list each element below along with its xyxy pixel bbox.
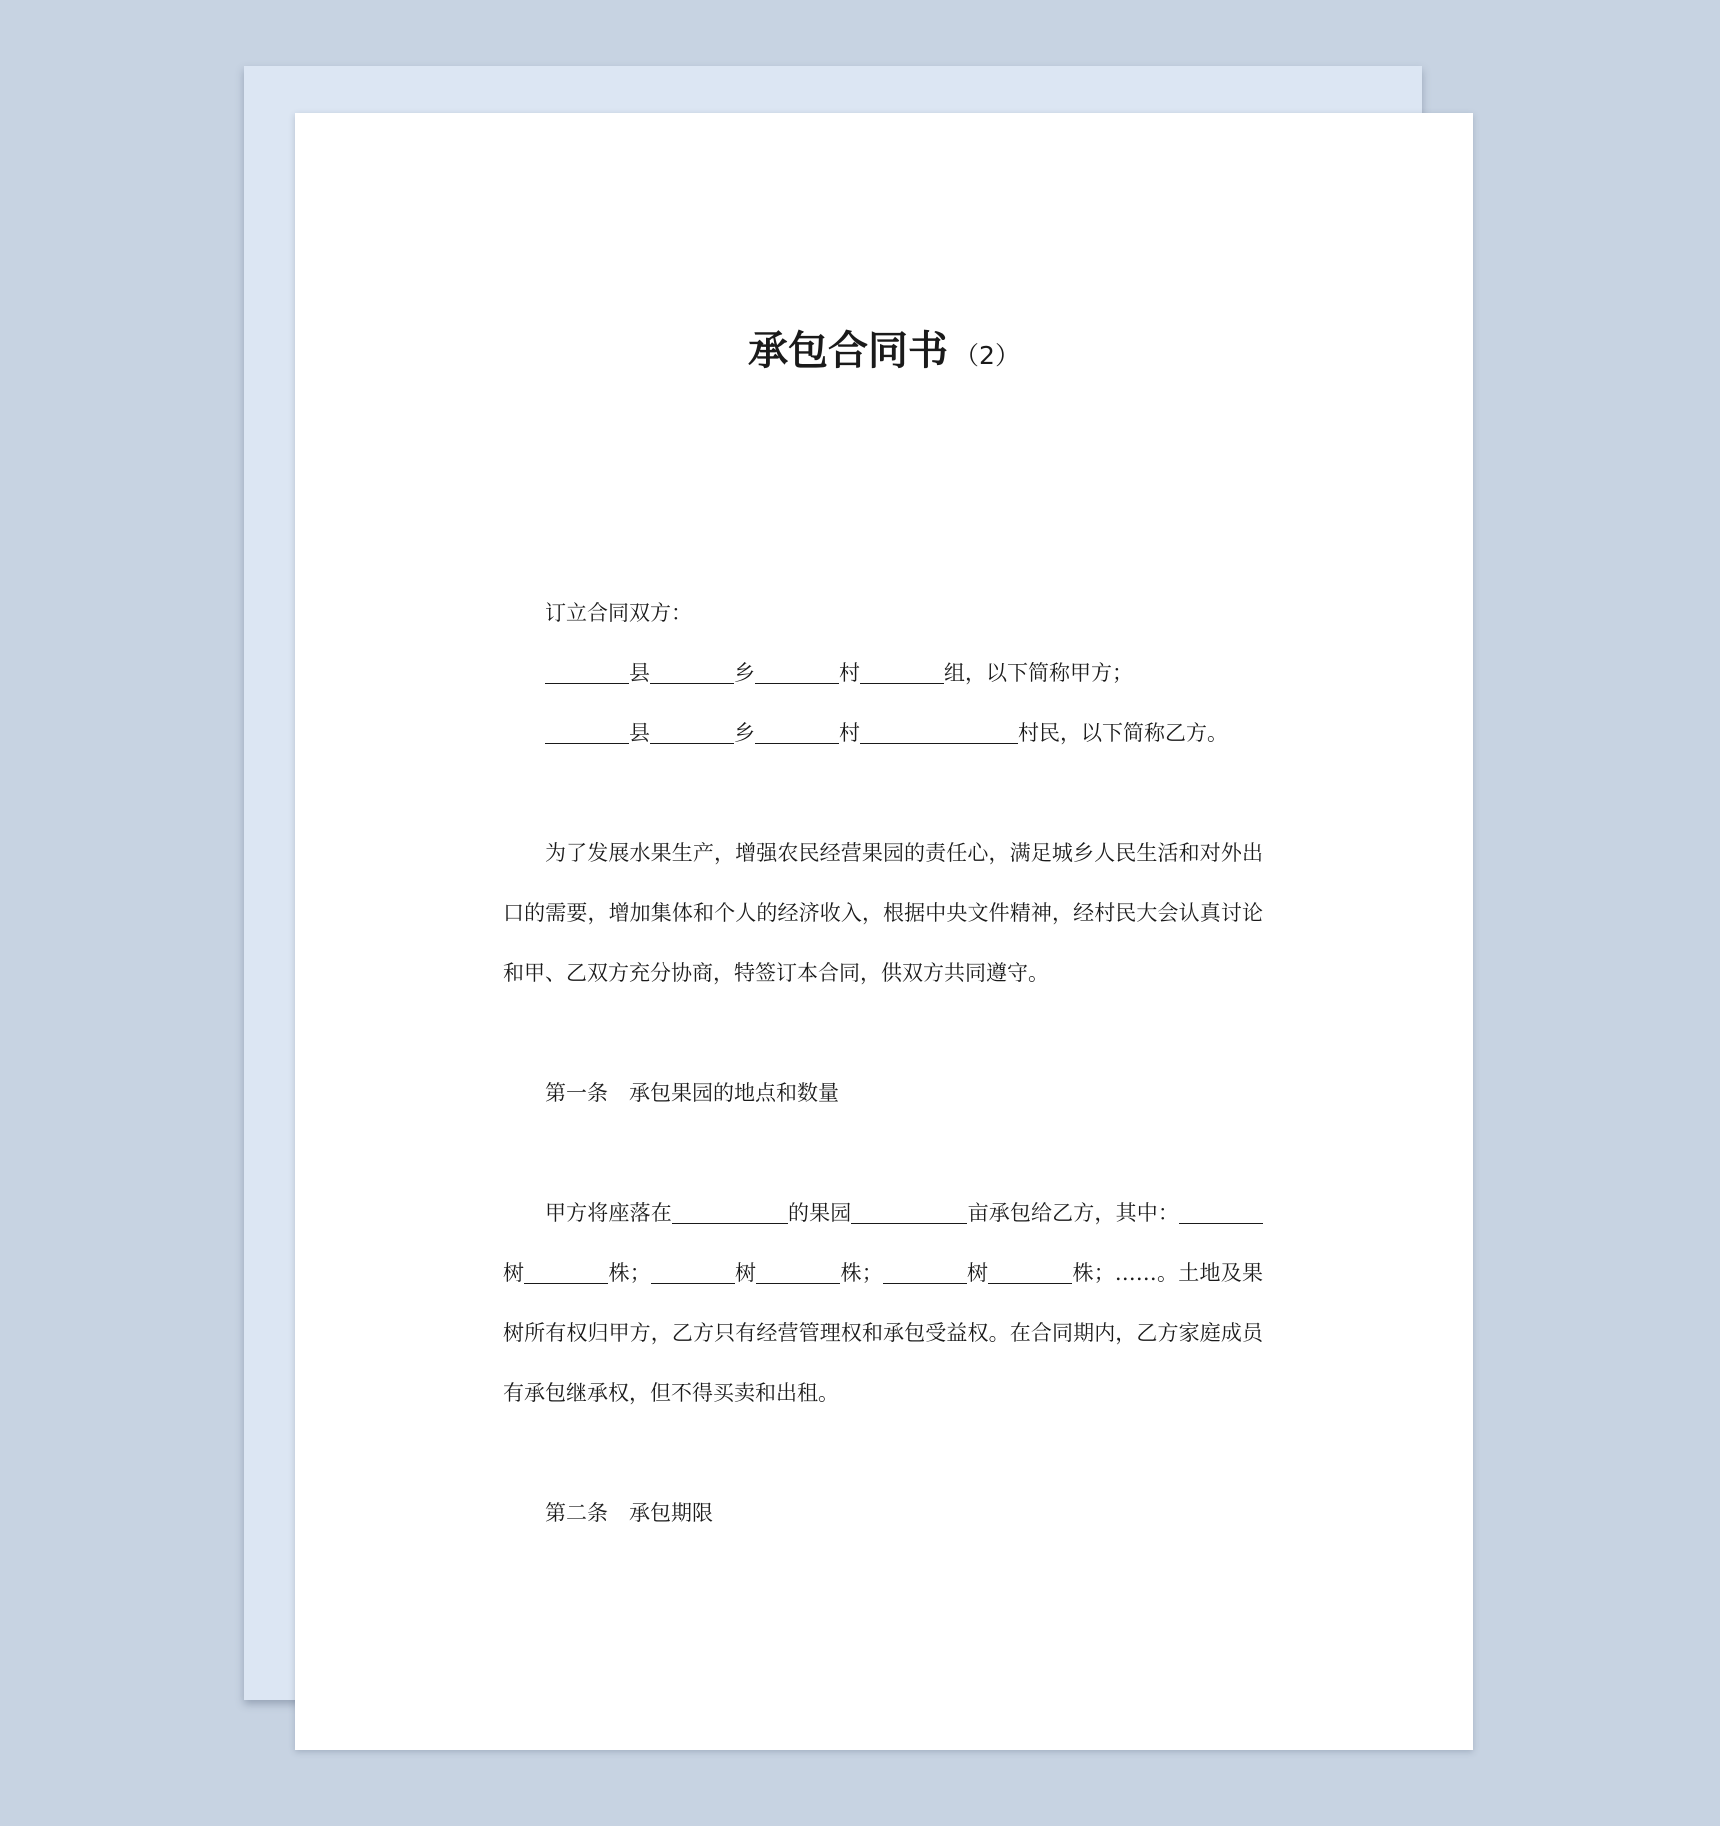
article1-text: 的果园 (787, 1201, 852, 1225)
blank-field[interactable] (883, 1261, 967, 1284)
blank-field[interactable] (988, 1261, 1072, 1284)
village-label: 村 (839, 661, 860, 685)
article2-heading: 第二条 承包期限 (545, 1501, 713, 1525)
township-label: 乡 (734, 661, 755, 685)
blank-field[interactable] (650, 661, 734, 684)
plants-label: 株； (840, 1261, 883, 1285)
article1-text: 甲方将座落在 (545, 1201, 672, 1225)
title-main: 承包合同书 (748, 328, 949, 374)
preamble-section (503, 823, 1263, 1003)
blank-field[interactable] (860, 661, 944, 684)
article1-body (503, 1183, 1263, 1423)
blank-field[interactable] (524, 1261, 608, 1284)
blank-field[interactable] (650, 721, 734, 744)
article1-text: 株；……。土地及果树所有权归甲方，乙方只有经营管理权和承包受益权。在合同期内，乙方家庭成员有承包继承权，但不得买卖和出租。 (503, 1261, 1263, 1405)
county-label: 县 (629, 661, 650, 685)
tree-label: 树 (966, 1261, 989, 1285)
village-label: 村 (839, 721, 860, 745)
article2-heading-block (503, 1483, 1263, 1543)
document-page (295, 113, 1473, 1750)
blank-field[interactable] (851, 1201, 967, 1224)
article1-text: 亩承包给乙方，其中： (967, 1201, 1180, 1225)
article1-heading: 第一条 承包果园的地点和数量 (545, 1081, 839, 1105)
blank-field[interactable] (672, 1201, 788, 1224)
preamble-paragraph: 为了发展水果生产，增强农民经营果园的责任心，满足城乡人民生活和对外出口的需要，增加集体和个人的经济收入，根据中央文件精神，经村民大会认真讨论和甲、乙双方充分协商，特签订本合同，供双方共同遵守。 (503, 841, 1263, 985)
document-title (295, 311, 1473, 396)
party-a-line (503, 643, 1263, 703)
tree-label: 树 (734, 1261, 757, 1285)
township-label: 乡 (734, 721, 755, 745)
tree-label: 树 (503, 1261, 525, 1285)
blank-field[interactable] (651, 1261, 735, 1284)
article1-paragraph (503, 1183, 1263, 1423)
party-a-suffix: 组，以下简称甲方； (944, 661, 1133, 685)
blank-field[interactable] (1179, 1201, 1263, 1224)
blank-field[interactable] (755, 661, 839, 684)
blank-field[interactable] (545, 661, 629, 684)
blank-field[interactable] (860, 721, 1018, 744)
parties-heading: 订立合同双方： (545, 601, 692, 625)
article1-heading-block (503, 1063, 1263, 1123)
title-suffix: （2） (954, 341, 1020, 370)
plants-label: 株； (608, 1261, 651, 1285)
parties-section (503, 583, 1263, 763)
blank-field[interactable] (545, 721, 629, 744)
blank-field[interactable] (755, 721, 839, 744)
party-b-suffix: 村民，以下简称乙方。 (1018, 721, 1228, 745)
blank-field[interactable] (756, 1261, 840, 1284)
county-label: 县 (629, 721, 650, 745)
party-b-line (503, 703, 1263, 763)
